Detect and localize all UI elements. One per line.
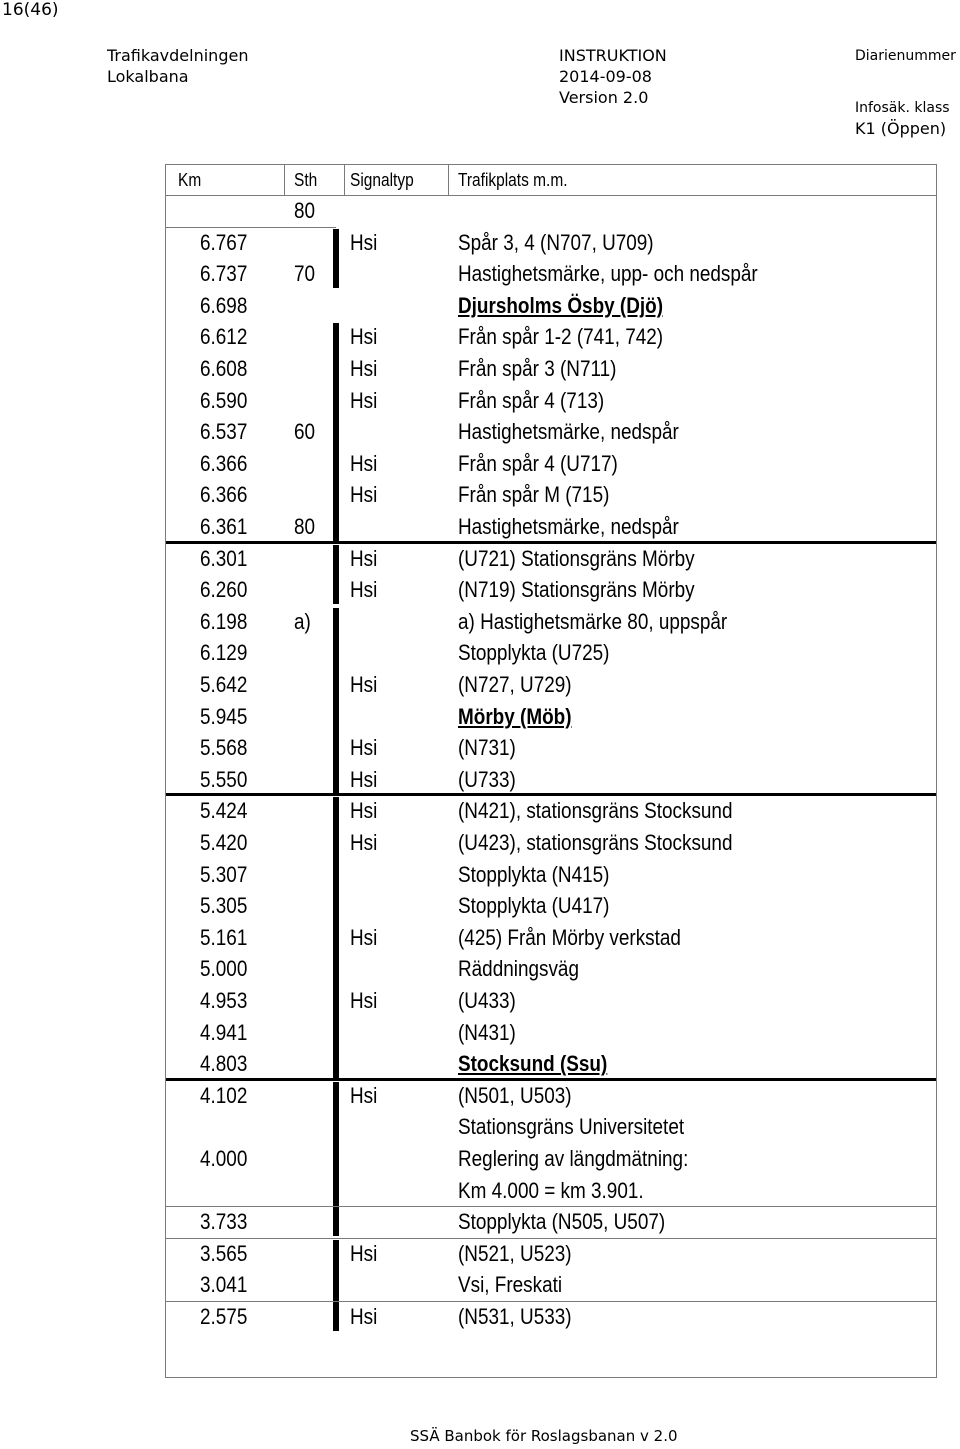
place-cell: Reglering av längdmätning:: [458, 1146, 689, 1171]
signal-cell: Hsi: [350, 672, 378, 697]
km-cell: 6.260: [200, 577, 248, 603]
km-cell: 6.129: [200, 640, 248, 666]
km-cell: 6.198: [200, 608, 248, 634]
place-cell: Djursholms Ösby (Djö): [458, 292, 663, 318]
table-row: [166, 953, 936, 985]
table-row: [166, 701, 936, 733]
signal-cell: Hsi: [350, 1240, 378, 1266]
table-row: [166, 1238, 936, 1270]
table-row: [166, 1048, 936, 1080]
header-org: Trafikavdelningen: [107, 46, 249, 65]
place-cell: (425) Från Mörby verkstad: [458, 924, 681, 950]
track-line: [333, 1082, 339, 1236]
place-cell: Hastighetsmärke, nedspår: [458, 419, 679, 445]
km-cell: 3.041: [200, 1272, 248, 1298]
signal-cell: Hsi: [350, 387, 378, 413]
km-cell: 4.953: [200, 988, 248, 1013]
signal-cell: Hsi: [350, 229, 378, 255]
place-cell: Km 4.000 = km 3.901.: [458, 1177, 644, 1203]
column-header-km: Km: [178, 170, 202, 190]
sth-cell: 80: [294, 514, 316, 539]
km-cell: 6.361: [200, 514, 248, 539]
track-table: [165, 164, 937, 1378]
place-cell: Räddningsväg: [458, 956, 579, 982]
track-line: [333, 323, 339, 540]
place-cell: (N719) Stationsgräns Mörby: [458, 577, 695, 603]
signal-cell: Hsi: [350, 450, 378, 476]
km-cell: 6.698: [200, 292, 248, 318]
signal-cell: Hsi: [350, 1082, 378, 1108]
table-row: [166, 1143, 936, 1175]
header-column-divider: [284, 165, 285, 195]
station-boundary-line: [166, 1078, 936, 1081]
table-row: [166, 448, 936, 480]
table-row: [166, 1333, 936, 1365]
table-row: [166, 258, 936, 290]
km-cell: 4.102: [200, 1082, 248, 1108]
place-cell: Från spår 3 (N711): [458, 356, 617, 381]
signal-cell: Hsi: [350, 1304, 378, 1329]
table-row: [166, 321, 936, 353]
place-cell: a) Hastighetsmärke 80, uppspår: [458, 608, 728, 634]
km-cell: 3.565: [200, 1240, 248, 1266]
km-cell: 6.301: [200, 545, 248, 571]
place-cell: Stopplykta (N505, U507): [458, 1209, 666, 1235]
place-cell: Vsi, Freskati: [458, 1272, 563, 1298]
table-row: [166, 1080, 936, 1112]
column-header-sth: Sth: [294, 170, 318, 190]
place-cell: Stopplykta (N415): [458, 861, 610, 887]
table-row: [166, 479, 936, 511]
header-date: 2014-09-08: [559, 67, 652, 86]
row-divider: [166, 1206, 936, 1207]
table-row: [166, 574, 936, 606]
km-cell: 5.000: [200, 956, 248, 982]
sth-cell: 60: [294, 419, 316, 445]
place-cell: Från spår 1-2 (741, 742): [458, 324, 664, 350]
place-cell: Stopplykta (U725): [458, 640, 610, 666]
km-cell: 4.941: [200, 1019, 248, 1045]
km-cell: 6.608: [200, 356, 248, 381]
km-cell: 5.307: [200, 861, 248, 887]
km-cell: 5.305: [200, 893, 248, 919]
km-cell: 4.803: [200, 1051, 248, 1077]
table-row: [166, 922, 936, 954]
table-row: [166, 1206, 936, 1238]
place-cell: (U423), stationsgräns Stocksund: [458, 830, 733, 855]
sth-cell: a): [294, 608, 311, 634]
signal-cell: Hsi: [350, 577, 378, 603]
station-boundary-line: [166, 793, 936, 796]
km-cell: 5.945: [200, 703, 248, 729]
km-cell: 5.424: [200, 798, 248, 824]
header-class-label: Infosäk. klass: [855, 100, 950, 116]
km-cell: 5.420: [200, 830, 248, 855]
km-cell: 6.590: [200, 387, 248, 413]
table-row: [166, 290, 936, 322]
km-cell: 6.366: [200, 482, 248, 508]
table-row: [166, 543, 936, 575]
header-divider: [166, 195, 936, 196]
signal-cell: Hsi: [350, 798, 378, 824]
signal-cell: Hsi: [350, 830, 378, 855]
footer-text: SSÄ Banbok för Roslagsbanan v 2.0: [410, 1427, 678, 1445]
row-divider: [166, 1301, 936, 1302]
table-row: [166, 732, 936, 764]
place-cell: (U733): [458, 766, 516, 792]
place-cell: (N431): [458, 1019, 516, 1045]
table-row: [166, 859, 936, 891]
km-cell: 2.575: [200, 1304, 248, 1329]
table-row: [166, 416, 936, 448]
table-row: [166, 227, 936, 259]
km-cell: 6.767: [200, 229, 248, 255]
place-cell: (U433): [458, 988, 516, 1013]
table-row: [166, 1301, 936, 1333]
signal-cell: Hsi: [350, 545, 378, 571]
table-header-row: [166, 165, 936, 197]
track-line: [333, 545, 339, 604]
table-row: [166, 1111, 936, 1143]
track-line: [333, 1240, 339, 1331]
place-cell: Från spår 4 (713): [458, 387, 605, 413]
header-doc-type: INSTRUKTION: [559, 46, 667, 65]
place-cell: (N531, U533): [458, 1304, 572, 1329]
place-cell: (N421), stationsgräns Stocksund: [458, 798, 733, 824]
signal-cell: Hsi: [350, 766, 378, 792]
km-cell: 6.366: [200, 450, 248, 476]
header-column-divider: [448, 165, 449, 195]
place-cell: Hastighetsmärke, nedspår: [458, 514, 679, 539]
sth-cell: 80: [294, 198, 316, 223]
signal-cell: Hsi: [350, 482, 378, 508]
table-row: [166, 827, 936, 859]
row-divider: [166, 227, 336, 228]
station-boundary-line: [166, 541, 936, 544]
signal-cell: Hsi: [350, 988, 378, 1013]
place-cell: Stopplykta (U417): [458, 893, 610, 919]
km-cell: 5.161: [200, 924, 248, 950]
table-row: [166, 353, 936, 385]
track-line: [333, 797, 339, 1077]
signal-cell: Hsi: [350, 324, 378, 350]
track-line: [333, 229, 339, 288]
header-class-value: K1 (Öppen): [855, 119, 947, 138]
row-divider: [166, 1238, 936, 1239]
header-diarie-label: Diarienummer: [855, 48, 956, 64]
table-row: [166, 764, 936, 796]
column-header-signal: Signaltyp: [350, 170, 414, 190]
table-row: [166, 1017, 936, 1049]
header-version: Version 2.0: [559, 88, 649, 107]
page-number: 16(46): [2, 0, 59, 20]
km-cell: 5.642: [200, 672, 248, 697]
table-row: [166, 985, 936, 1017]
km-cell: 6.737: [200, 261, 248, 287]
track-line: [333, 608, 339, 794]
place-cell: (N727, U729): [458, 672, 572, 697]
km-cell: 4.000: [200, 1146, 248, 1171]
sth-cell: 70: [294, 261, 316, 287]
place-cell: Från spår 4 (U717): [458, 450, 618, 476]
place-cell: (N521, U523): [458, 1240, 572, 1266]
table-row: [166, 385, 936, 417]
place-cell: Stocksund (Ssu): [458, 1051, 608, 1077]
place-cell: Stationsgräns Universitetet: [458, 1114, 685, 1140]
place-cell: Mörby (Möb): [458, 703, 572, 729]
km-cell: 5.568: [200, 735, 248, 761]
header-column-divider: [344, 165, 345, 195]
column-header-place: Trafikplats m.m.: [458, 170, 568, 190]
km-cell: 5.550: [200, 766, 248, 792]
table-row: [166, 1269, 936, 1301]
place-cell: Hastighetsmärke, upp- och nedspår: [458, 261, 758, 287]
table-row: [166, 795, 936, 827]
table-row: [166, 195, 936, 227]
km-cell: 3.733: [200, 1209, 248, 1235]
table-row: [166, 637, 936, 669]
km-cell: 6.537: [200, 419, 248, 445]
table-row: [166, 890, 936, 922]
table-row: [166, 606, 936, 638]
place-cell: (N501, U503): [458, 1082, 572, 1108]
place-cell: Från spår M (715): [458, 482, 610, 508]
place-cell: (N731): [458, 735, 516, 761]
signal-cell: Hsi: [350, 924, 378, 950]
table-row: [166, 511, 936, 543]
table-row: [166, 669, 936, 701]
table-row: [166, 1175, 936, 1207]
signal-cell: Hsi: [350, 735, 378, 761]
km-cell: 6.612: [200, 324, 248, 350]
header-unit: Lokalbana: [107, 67, 189, 86]
signal-cell: Hsi: [350, 356, 378, 381]
place-cell: (U721) Stationsgräns Mörby: [458, 545, 695, 571]
place-cell: Spår 3, 4 (N707, U709): [458, 229, 654, 255]
